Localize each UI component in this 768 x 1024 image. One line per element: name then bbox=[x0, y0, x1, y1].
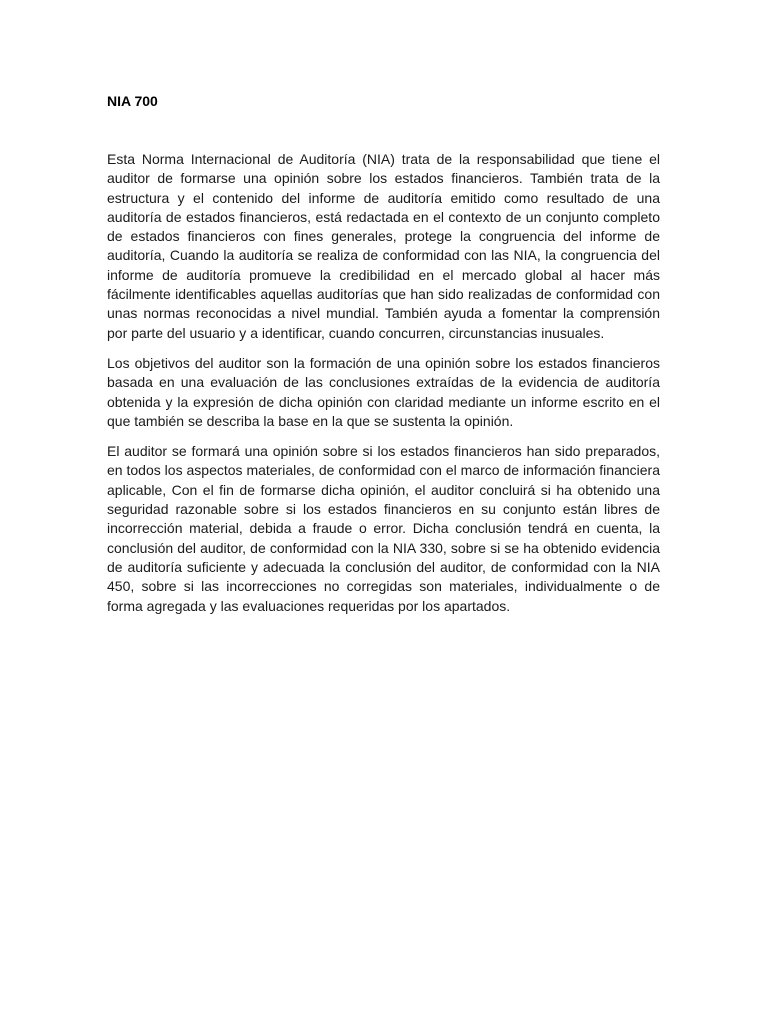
document-title: NIA 700 bbox=[107, 93, 158, 109]
paragraph-opinion: El auditor se formará una opinión sobre si los estados financieros han sido preparados, en todos los aspectos materiales, de conformidad con el marco de información financiera aplicable, Con el fin de formarse dicha opinión, el auditor concluirá si ha obtenido una seguridad razonable sobre si los estados financieros en su conjunto están libres de incorrección material, debida a fraude o error. Dicha conclusión tendrá en cuenta, la conclusión del auditor, de conformidad con la NIA 330, sobre si se ha obtenido evidencia de auditoría suficiente y adecuada la conclusión del auditor, de conformidad con la NIA 450, sobre si las incorrecciones no corregidas son materiales, individualmente o de forma agregada y las evaluaciones requeridas por los apartados. bbox=[107, 443, 660, 614]
document-body bbox=[107, 150, 660, 627]
paragraph-objectives: Los objetivos del auditor son la formación de una opinión sobre los estados financieros basada en una evaluación de las conclusiones extraídas de la evidencia de auditoría obtenida y la expresión de dicha opinión con claridad mediante un informe escrito en el que también se describa la base en la que se sustenta la opinión. bbox=[107, 354, 660, 429]
paragraph-scope: Esta Norma Internacional de Auditoría (NIA) trata de la responsabilidad que tiene el auditor de formarse una opinión sobre los estados financieros. También trata de la estructura y el contenido del informe de auditoría emitido como resultado de una auditoría de estados financieros, está redactada en el contexto de un conjunto completo de estados financieros con fines generales, protege la congruencia del informe de auditoría, Cuando la auditoría se realiza de conformidad con las NIA, la congruencia del informe de auditoría promueve la credibilidad en el mercado global al hacer más fácilmente identificables aquellas auditorías que han sido realizadas de conformidad con unas normas reconocidas a nivel mundial. También ayuda a fomentar la comprensión por parte del usuario y a identificar, cuando concurren, circunstancias inusuales. bbox=[107, 151, 660, 341]
